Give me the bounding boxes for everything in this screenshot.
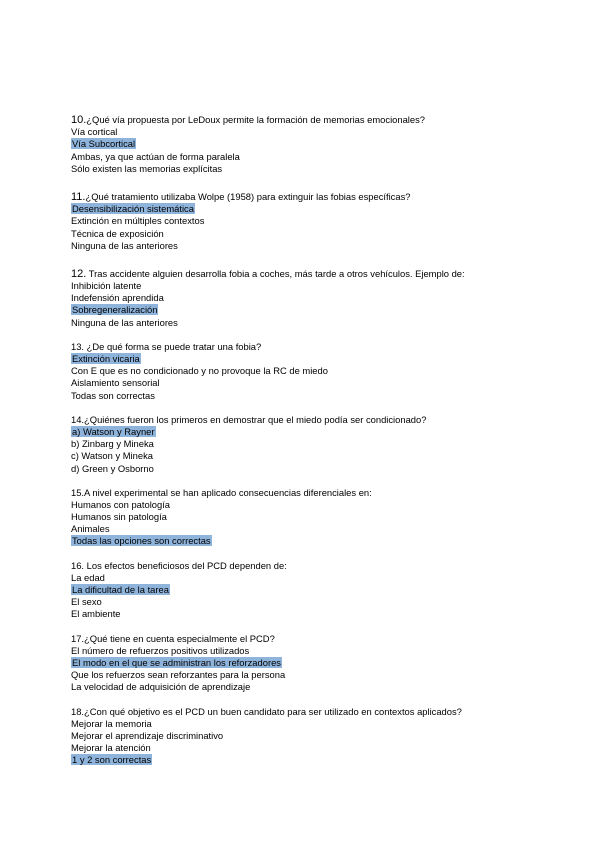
question-prompt: ¿De qué forma se puede tratar una fobia? (84, 340, 262, 352)
answer-option (71, 163, 571, 175)
question-14 (71, 414, 571, 475)
question-10 (71, 114, 571, 175)
option-label: Extinción en múltiples contextos (71, 215, 205, 227)
question-number: 11. (71, 190, 86, 203)
question-13 (71, 341, 571, 402)
answer-option (71, 280, 571, 292)
question-text (71, 560, 571, 572)
question-prompt: ¿Con qué objetivo es el PCD un buen candidato para ser utilizado en contextos aplicados? (84, 705, 462, 717)
answer-option (71, 215, 571, 227)
question-prompt: Los efectos beneficiosos del PCD dependen de: (84, 559, 287, 571)
option-label: La edad (71, 571, 105, 583)
answer-option (71, 151, 571, 163)
option-label: Animales (71, 523, 110, 535)
answer-option (71, 228, 571, 240)
option-label: Mejorar el aprendizaje discriminativo (71, 729, 224, 741)
answer-option-correct (71, 584, 571, 596)
option-label: Humanos con patología (71, 498, 171, 510)
question-text (71, 487, 571, 499)
answer-option-correct (71, 353, 571, 365)
question-text (71, 114, 571, 126)
answer-option (71, 523, 571, 535)
option-label: 1 y 2 son correctas (72, 754, 152, 766)
option-label: Mejorar la atención (71, 742, 151, 754)
option-label: Todas las opciones son correctas (72, 535, 211, 547)
option-label: Ninguna de las anteriores (71, 239, 178, 251)
option-label: Sólo existen las memorias explícitas (71, 162, 223, 174)
answer-option-correct (71, 535, 571, 547)
answer-option-correct (71, 304, 571, 316)
option-label: Humanos sin patología (71, 511, 167, 523)
option-label: El modo en el que se administran los reforzadores (72, 656, 281, 668)
question-12 (71, 268, 571, 329)
question-number: 13. (71, 340, 85, 352)
option-label: Inhibición latente (71, 280, 142, 292)
question-prompt: ¿Qué tratamiento utilizaba Wolpe (1958) para extinguir las fobias específicas? (85, 190, 411, 202)
question-16 (71, 560, 571, 621)
answer-option (71, 126, 571, 138)
answer-option (71, 292, 571, 304)
answer-option-correct (71, 657, 571, 669)
answer-option (71, 681, 571, 693)
option-label: Técnica de exposición (71, 227, 164, 239)
question-number: 16. (71, 559, 85, 571)
answer-option (71, 390, 571, 402)
option-label: Aislamiento sensorial (71, 377, 160, 389)
answer-option (71, 645, 571, 657)
answer-option (71, 669, 571, 681)
answer-option (71, 572, 571, 584)
question-text (71, 706, 571, 718)
answer-option (71, 463, 571, 475)
answer-option (71, 730, 571, 742)
question-number: 17. (71, 632, 85, 644)
answer-option (71, 608, 571, 620)
question-prompt: ¿Qué tiene en cuenta especialmente el PCD? (84, 632, 275, 644)
option-label: Mejorar la memoria (71, 717, 152, 729)
question-prompt: ¿Qué vía propuesta por LeDoux permite la formación de memorias emocionales? (86, 114, 426, 125)
answer-option (71, 742, 571, 754)
answer-option (71, 596, 571, 608)
question-text (71, 633, 571, 645)
option-label: El sexo (71, 596, 102, 608)
option-label: d) Green y Osborno (71, 462, 154, 474)
answer-option (71, 365, 571, 377)
option-label: La dificultad de la tarea (72, 584, 169, 595)
question-text (71, 414, 571, 426)
question-number: 12. (71, 267, 87, 280)
question-prompt: A nivel experimental se han aplicado consecuencias diferenciales en: (84, 486, 372, 498)
option-label: b) Zinbarg y Mineka (71, 438, 154, 450)
option-label: La velocidad de adquisición de aprendizaje (71, 681, 251, 693)
option-label: c) Watson y Mineka (71, 450, 153, 462)
option-label: Todas son correctas (71, 389, 155, 401)
question-17 (71, 633, 571, 694)
option-label: a) Watson y Rayner (72, 425, 155, 437)
answer-option-correct (71, 426, 571, 438)
option-label: El número de refuerzos positivos utilizados (71, 644, 250, 656)
option-label: Vía Subcortical (72, 138, 136, 150)
question-text (71, 191, 571, 203)
answer-option (71, 438, 571, 450)
question-number: 18. (71, 705, 85, 717)
answer-option-correct (71, 754, 571, 766)
answer-option (71, 511, 571, 523)
option-label: Indefensión aprendida (71, 292, 164, 304)
option-label: Ninguna de las anteriores (71, 316, 178, 328)
option-label: Vía cortical (71, 126, 118, 138)
answer-option-correct (71, 138, 571, 150)
option-label: Extinción vicaria (72, 353, 140, 364)
option-label: El ambiente (71, 608, 121, 620)
question-11 (71, 191, 571, 252)
question-number: 15. (71, 486, 85, 498)
question-15 (71, 487, 571, 548)
answer-option (71, 317, 571, 329)
question-number: 10. (71, 114, 87, 126)
answer-option (71, 377, 571, 389)
question-number: 14. (71, 413, 85, 425)
answer-option-correct (71, 203, 571, 215)
answer-option (71, 499, 571, 511)
answer-option (71, 718, 571, 730)
question-18 (71, 706, 571, 767)
option-label: Con E que es no condicionado y no provoque la RC de miedo (71, 365, 328, 377)
question-prompt: Tras accidente alguien desarrolla fobia a coches, más tarde a otros vehículos. Ejemplo de: (86, 267, 465, 279)
answer-option (71, 240, 571, 252)
question-text (71, 268, 571, 280)
option-label: Sobregeneralización (72, 304, 158, 316)
answer-option (71, 450, 571, 462)
question-list (71, 114, 571, 766)
option-label: Desensibilización sistemática (72, 203, 194, 215)
question-text (71, 341, 571, 353)
question-prompt: ¿Quiénes fueron los primeros en demostrar que el miedo podía ser condicionado? (84, 413, 427, 425)
option-label: Que los refuerzos sean reforzantes para la persona (71, 669, 286, 681)
option-label: Ambas, ya que actúan de forma paralela (71, 150, 240, 162)
